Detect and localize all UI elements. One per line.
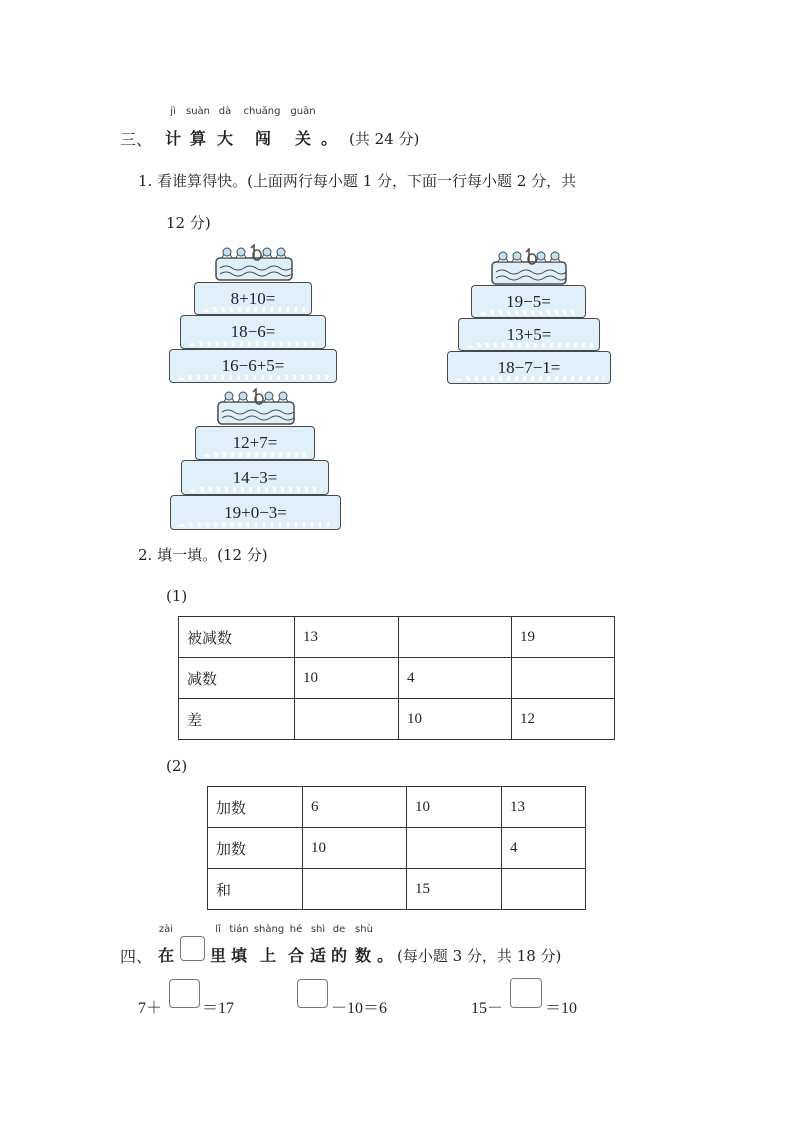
- table-cell: 10: [303, 828, 407, 869]
- pinyin-zai: zài: [158, 924, 174, 935]
- heading-char-de: 的: [330, 946, 347, 965]
- equation-right: ＝17: [202, 1000, 235, 1017]
- cake-topper-icon: [214, 244, 294, 282]
- table-cell: [303, 869, 407, 910]
- q2-part2-label: (2): [166, 757, 188, 775]
- cake-layer: [169, 349, 337, 383]
- heading-char-shang: 上: [259, 946, 276, 965]
- pinyin-chuang: chuǎng: [243, 106, 281, 117]
- table-row: [179, 617, 615, 658]
- section-score: (共 24 分): [349, 130, 420, 148]
- heading-char-he: 合: [287, 946, 304, 965]
- table-cell: [407, 828, 502, 869]
- equation-right: ＝10: [545, 1000, 578, 1017]
- pinyin-tian: tián: [229, 924, 249, 935]
- expression: 18−7−1=: [497, 357, 561, 377]
- cake-layer: [170, 495, 341, 530]
- q2-part1-label: (1): [166, 587, 188, 605]
- cake-layer: [471, 285, 586, 318]
- heading-char-ji: 计: [164, 129, 181, 148]
- cake-layer: [195, 426, 315, 460]
- table-cell: 19: [512, 617, 615, 658]
- table-cell: 减数: [179, 658, 295, 699]
- expression: 18−6=: [230, 322, 276, 341]
- subtraction-table: [178, 616, 615, 740]
- heading-char-li: 里: [209, 946, 226, 965]
- table-cell: 和: [208, 869, 303, 910]
- q2-title: 2. 填一填。(12 分): [138, 546, 268, 564]
- cake-layer: [458, 318, 600, 351]
- table-cell: 4: [399, 658, 512, 699]
- table-row: [208, 869, 586, 910]
- table-cell: 10: [399, 699, 512, 740]
- expression: 12+7=: [232, 433, 278, 452]
- expression: 19−5=: [506, 291, 551, 311]
- expression: 16−6+5=: [221, 356, 285, 375]
- cake-layer: [181, 460, 329, 495]
- table-cell: 加数: [208, 787, 303, 828]
- pinyin-da: dà: [218, 106, 232, 117]
- pinyin-guan: guān: [290, 106, 316, 117]
- pinyin-he: hé: [289, 924, 303, 935]
- table-cell: 4: [502, 828, 586, 869]
- pinyin-de: de: [332, 924, 346, 935]
- heading-char-chuang: 闯: [254, 129, 271, 148]
- table-cell: 差: [179, 699, 295, 740]
- table-cell: 13: [295, 617, 399, 658]
- heading-char-zai: 在: [157, 946, 174, 965]
- heading-char-shi: 适: [309, 946, 326, 965]
- table-row: [179, 699, 615, 740]
- table-cell: [512, 658, 615, 699]
- table-row: [208, 828, 586, 869]
- heading-char-tian: 填: [230, 946, 247, 965]
- heading-char-guan: 关: [294, 129, 311, 148]
- expression: 8+10=: [230, 288, 276, 308]
- table-cell: [295, 699, 399, 740]
- expression: 19+0−3=: [224, 502, 287, 522]
- cake-topper-icon: [490, 248, 568, 286]
- answer-box-icon: [180, 936, 205, 961]
- table-cell: 10: [295, 658, 399, 699]
- table-cell: [399, 617, 512, 658]
- table-cell: 6: [303, 787, 407, 828]
- pinyin-suan: suàn: [185, 106, 210, 117]
- heading-char-period: 。: [376, 946, 393, 965]
- cake-layer: [180, 315, 326, 349]
- q1-instruction-line1: 1. 看谁算得快。(上面两行每小题 1 分，下面一行每小题 2 分，共: [138, 172, 577, 190]
- q1-instruction-line2: 12 分): [166, 214, 211, 232]
- section-score: (每小题 3 分，共 18 分): [397, 947, 562, 965]
- table-cell: [502, 869, 586, 910]
- pinyin-shang: shàng: [253, 924, 285, 935]
- table-cell: 10: [407, 787, 502, 828]
- heading-char-period: 。: [320, 129, 337, 148]
- table-cell: 12: [512, 699, 615, 740]
- table-cell: 被减数: [179, 617, 295, 658]
- pinyin-shu: shù: [355, 924, 373, 935]
- answer-box[interactable]: [510, 978, 542, 1008]
- cake-layer: [447, 351, 611, 384]
- equation-right: －10＝6: [331, 1000, 388, 1017]
- table-cell: 加数: [208, 828, 303, 869]
- heading-char-shu: 数: [354, 946, 371, 965]
- cake-layer: [194, 282, 312, 315]
- cake-topper-icon: [216, 388, 296, 426]
- addition-table: [207, 786, 586, 910]
- answer-box[interactable]: [297, 979, 328, 1008]
- expression: 14−3=: [232, 467, 278, 487]
- pinyin-li: lǐ: [215, 924, 221, 935]
- section-number: 四、: [120, 947, 153, 966]
- pinyin-ji: jì: [170, 106, 176, 117]
- answer-box[interactable]: [169, 979, 200, 1008]
- table-cell: 15: [407, 869, 502, 910]
- heading-char-suan: 算: [189, 129, 206, 148]
- table-row: [179, 658, 615, 699]
- table-cell: 13: [502, 787, 586, 828]
- pinyin-shi: shì: [310, 924, 326, 935]
- section-number: 三、: [120, 130, 153, 149]
- equation-left: 7＋: [138, 1000, 163, 1017]
- heading-char-da: 大: [216, 129, 233, 148]
- expression: 13+5=: [506, 324, 552, 344]
- table-row: [208, 787, 586, 828]
- equation-left: 15－: [471, 1000, 504, 1017]
